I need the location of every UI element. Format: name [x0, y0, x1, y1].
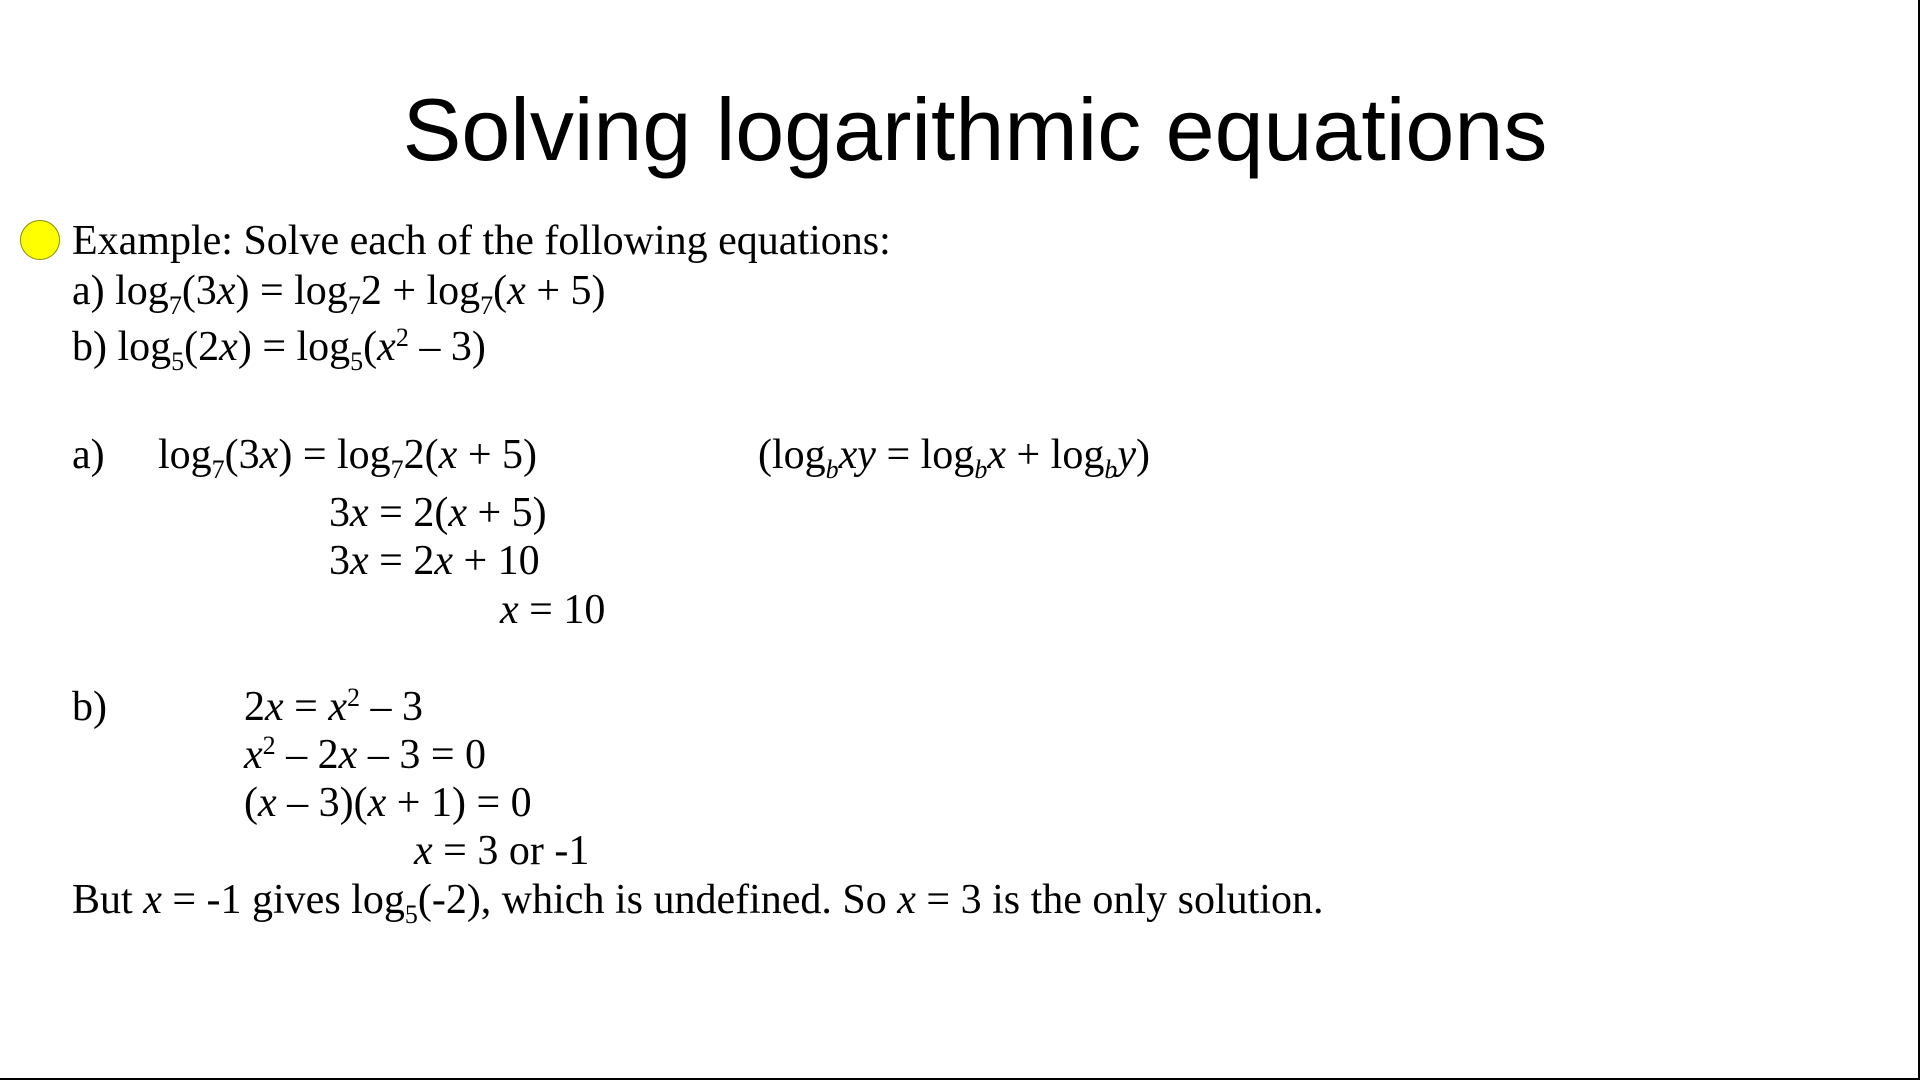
yellow-pointer-marker: [20, 220, 60, 260]
solution-a-step-1: $\log_7(3x) = \log_72(x + 5)$: [158, 432, 538, 484]
solution-a-step-2: 3x = 2(x + 5): [329, 490, 547, 536]
solution-b-label: b): [72, 684, 107, 730]
problem-a: a) $\log_7(3x) = \log_72 + \log_7(x + 5)$: [72, 268, 606, 320]
solution-a-step-3: 3x = 2x + 10: [329, 538, 540, 584]
solution-b-step-2: $x^2 - 2x - 3 = 0$: [244, 731, 486, 778]
problem-b: b) $\log_5(2x) = \log_5(x^2 - 3)$: [72, 323, 486, 376]
solution-b-step-1: $2x = x^2 - 3$: [244, 683, 423, 730]
solution-a-result: x = 10: [500, 587, 606, 633]
slide-title: Solving logarithmic equations: [402, 80, 1548, 179]
solution-a-label: a): [72, 432, 105, 478]
solution-b-result: x = 3 or -1: [414, 828, 590, 874]
conclusion-text: But x = -1 gives $\log_5(-2)$, which is undefined. So x = 3 is the only solution.: [72, 877, 1324, 929]
solution-b-step-3: (x – 3)(x + 1) = 0: [244, 780, 532, 826]
log-product-rule: $(\log_bxy = \log_bx + \log_by)$: [758, 432, 1150, 484]
example-intro: Example: Solve each of the following equations:: [72, 218, 891, 264]
